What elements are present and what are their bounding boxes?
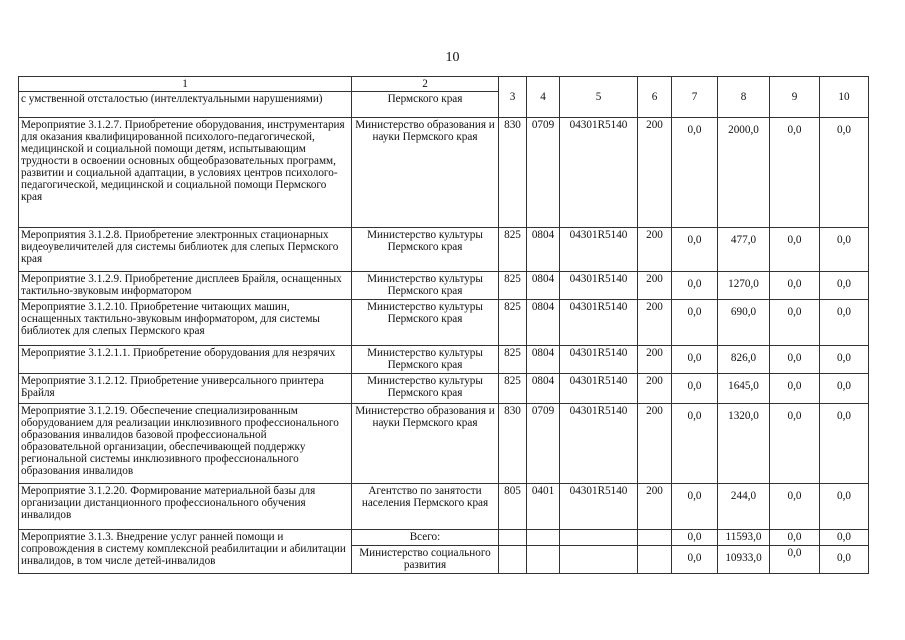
table-row — [19, 374, 869, 404]
row-col-3: 805 — [499, 484, 527, 530]
page-number: 10 — [445, 50, 460, 65]
row-col-9: 0,0 — [770, 374, 820, 404]
row-agency: Министерство культуры Пермского края — [352, 228, 499, 272]
row-col-6: 200 — [638, 346, 672, 374]
table-row — [19, 118, 869, 228]
row-col-8: 690,0 — [718, 300, 770, 346]
row-col-3: 830 — [499, 404, 527, 484]
row-description: Мероприятие 3.1.2.12. Приобретение универсального принтера Брайля — [19, 374, 352, 404]
empty-cell — [638, 546, 672, 574]
row-col-4: 0804 — [527, 374, 560, 404]
row-col-8: 244,0 — [718, 484, 770, 530]
row-col-4: 0804 — [527, 228, 560, 272]
row-col-3: 825 — [499, 228, 527, 272]
row-col-10: 0,0 — [820, 272, 869, 300]
header-cell: 10 — [820, 77, 869, 118]
table-row — [19, 404, 869, 484]
continuation-description: с умственной отсталостью (интеллектуальными нарушениями) — [19, 92, 352, 118]
header-cell: 8 — [718, 77, 770, 118]
header-cell: 2 — [352, 77, 499, 92]
row-col-4: 0709 — [527, 404, 560, 484]
row-col-5: 04301R5140 — [560, 272, 638, 300]
row-description: Мероприятие 3.1.2.10. Приобретение читающих машин, оснащенных тактильно-звуковым информатором, для системы библиотек для слепых Пермского края — [19, 300, 352, 346]
row-description: Мероприятие 3.1.2.1.1. Приобретение оборудования для незрячих — [19, 346, 352, 374]
subtotal-col-7: 0,0 — [672, 546, 718, 574]
row-agency: Министерство культуры Пермского края — [352, 300, 499, 346]
row-col-9: 0,0 — [770, 346, 820, 374]
row-col-8: 1320,0 — [718, 404, 770, 484]
subtotal-col-10: 0,0 — [820, 546, 869, 574]
row-col-9: 0,0 — [770, 484, 820, 530]
row-col-5: 04301R5140 — [560, 300, 638, 346]
row-col-10: 0,0 — [820, 346, 869, 374]
total-col-8: 11593,0 — [718, 530, 770, 546]
row-col-5: 04301R5140 — [560, 346, 638, 374]
row-col-7: 0,0 — [672, 228, 718, 272]
continuation-agency: Пермского края — [352, 92, 499, 118]
row-col-8: 826,0 — [718, 346, 770, 374]
row-col-9: 0,0 — [770, 272, 820, 300]
table-row — [19, 346, 869, 374]
row-description: Мероприятие 3.1.2.19. Обеспечение специализированным оборудованием для реализации инклюзивного профессионального образования инвалидов базовой профессиональной образовательной организации, обеспечивающей поддержку региональной системы инклюзивного профессионального образования инвалидов — [19, 404, 352, 484]
total-label: Всего: — [352, 530, 499, 546]
header-cell: 5 — [560, 77, 638, 118]
row-col-5: 04301R5140 — [560, 118, 638, 228]
empty-cell — [560, 546, 638, 574]
row-col-4: 0401 — [527, 484, 560, 530]
row-col-4: 0804 — [527, 300, 560, 346]
table-row — [19, 272, 869, 300]
row-agency: Министерство культуры Пермского края — [352, 346, 499, 374]
empty-cell — [499, 546, 527, 574]
row-col-8: 1270,0 — [718, 272, 770, 300]
header-cell: 7 — [672, 77, 718, 118]
row-col-4: 0804 — [527, 272, 560, 300]
row-agency: Агентство по занятости населения Пермского края — [352, 484, 499, 530]
header-cell: 9 — [770, 77, 820, 118]
row-col-8: 477,0 — [718, 228, 770, 272]
empty-cell — [638, 530, 672, 546]
row-col-8: 2000,0 — [718, 118, 770, 228]
row-col-6: 200 — [638, 118, 672, 228]
row-col-6: 200 — [638, 272, 672, 300]
row-col-3: 825 — [499, 346, 527, 374]
row-col-10: 0,0 — [820, 228, 869, 272]
empty-cell — [527, 546, 560, 574]
row-col-9: 0,0 — [770, 300, 820, 346]
total-col-7: 0,0 — [672, 530, 718, 546]
row-col-3: 825 — [499, 300, 527, 346]
row-col-10: 0,0 — [820, 300, 869, 346]
budget-table — [18, 76, 869, 574]
row-col-10: 0,0 — [820, 118, 869, 228]
row-col-10: 0,0 — [820, 404, 869, 484]
header-cell: 1 — [19, 77, 352, 92]
row-col-7: 0,0 — [672, 118, 718, 228]
row-col-5: 04301R5140 — [560, 228, 638, 272]
row-col-5: 04301R5140 — [560, 484, 638, 530]
row-col-6: 200 — [638, 228, 672, 272]
row-col-6: 200 — [638, 404, 672, 484]
row-agency: Министерство образования и науки Пермского края — [352, 118, 499, 228]
empty-cell — [527, 530, 560, 546]
total-row — [19, 530, 869, 546]
row-description: Мероприятия 3.1.2.8. Приобретение электронных стационарных видеоувеличителей для системы библиотек для слепых Пермского края — [19, 228, 352, 272]
total-col-10: 0,0 — [820, 530, 869, 546]
row-col-9: 0,0 — [770, 404, 820, 484]
row-col-7: 0,0 — [672, 300, 718, 346]
total-col-9: 0,0 — [770, 530, 820, 546]
header-row — [19, 77, 869, 92]
empty-cell — [560, 530, 638, 546]
row-col-7: 0,0 — [672, 346, 718, 374]
row-col-5: 04301R5140 — [560, 404, 638, 484]
row-description: Мероприятие 3.1.2.20. Формирование материальной базы для организации дистанционного профессионального обучения инвалидов — [19, 484, 352, 530]
row-description: Мероприятие 3.1.2.7. Приобретение оборудования, инструментария для оказания квалифицированной психолого-педагогической, медицинской и социальной помощи детям, испытывающим трудности в освоении основных общеобразовательных программ, развитии и социальной адаптации, в условиях центров психолого-педагогической, медицинской и социальной помощи Пермского края — [19, 118, 352, 228]
header-cell: 6 — [638, 77, 672, 118]
row-col-3: 830 — [499, 118, 527, 228]
row-col-9: 0,0 — [770, 118, 820, 228]
row-col-4: 0709 — [527, 118, 560, 228]
row-col-8: 1645,0 — [718, 374, 770, 404]
table-row — [19, 300, 869, 346]
row-col-6: 200 — [638, 300, 672, 346]
row-col-3: 825 — [499, 272, 527, 300]
row-col-6: 200 — [638, 484, 672, 530]
subtotal-col-9: 0,0 — [770, 546, 820, 574]
subtotal-col-8: 10933,0 — [718, 546, 770, 574]
row-col-7: 0,0 — [672, 484, 718, 530]
row-col-10: 0,0 — [820, 374, 869, 404]
table-row — [19, 228, 869, 272]
last-description: Мероприятие 3.1.3. Внедрение услуг ранней помощи и сопровождения в систему комплексной реабилитации и абилитации инвалидов, в том числе детей-инвалидов — [19, 530, 352, 574]
header-cell: 4 — [527, 77, 560, 118]
row-agency: Министерство образования и науки Пермского края — [352, 404, 499, 484]
row-agency: Министерство культуры Пермского края — [352, 272, 499, 300]
row-col-5: 04301R5140 — [560, 374, 638, 404]
row-col-7: 0,0 — [672, 404, 718, 484]
row-col-4: 0804 — [527, 346, 560, 374]
row-agency: Министерство культуры Пермского края — [352, 374, 499, 404]
subtotal-agency: Министерство социального развития — [352, 546, 499, 574]
row-col-7: 0,0 — [672, 272, 718, 300]
row-col-10: 0,0 — [820, 484, 869, 530]
row-col-7: 0,0 — [672, 374, 718, 404]
header-cell: 3 — [499, 77, 527, 118]
row-col-3: 825 — [499, 374, 527, 404]
row-col-6: 200 — [638, 374, 672, 404]
table-row — [19, 484, 869, 530]
row-description: Мероприятие 3.1.2.9. Приобретение дисплеев Брайля, оснащенных тактильно-звуковым информатором — [19, 272, 352, 300]
row-col-9: 0,0 — [770, 228, 820, 272]
empty-cell — [499, 530, 527, 546]
